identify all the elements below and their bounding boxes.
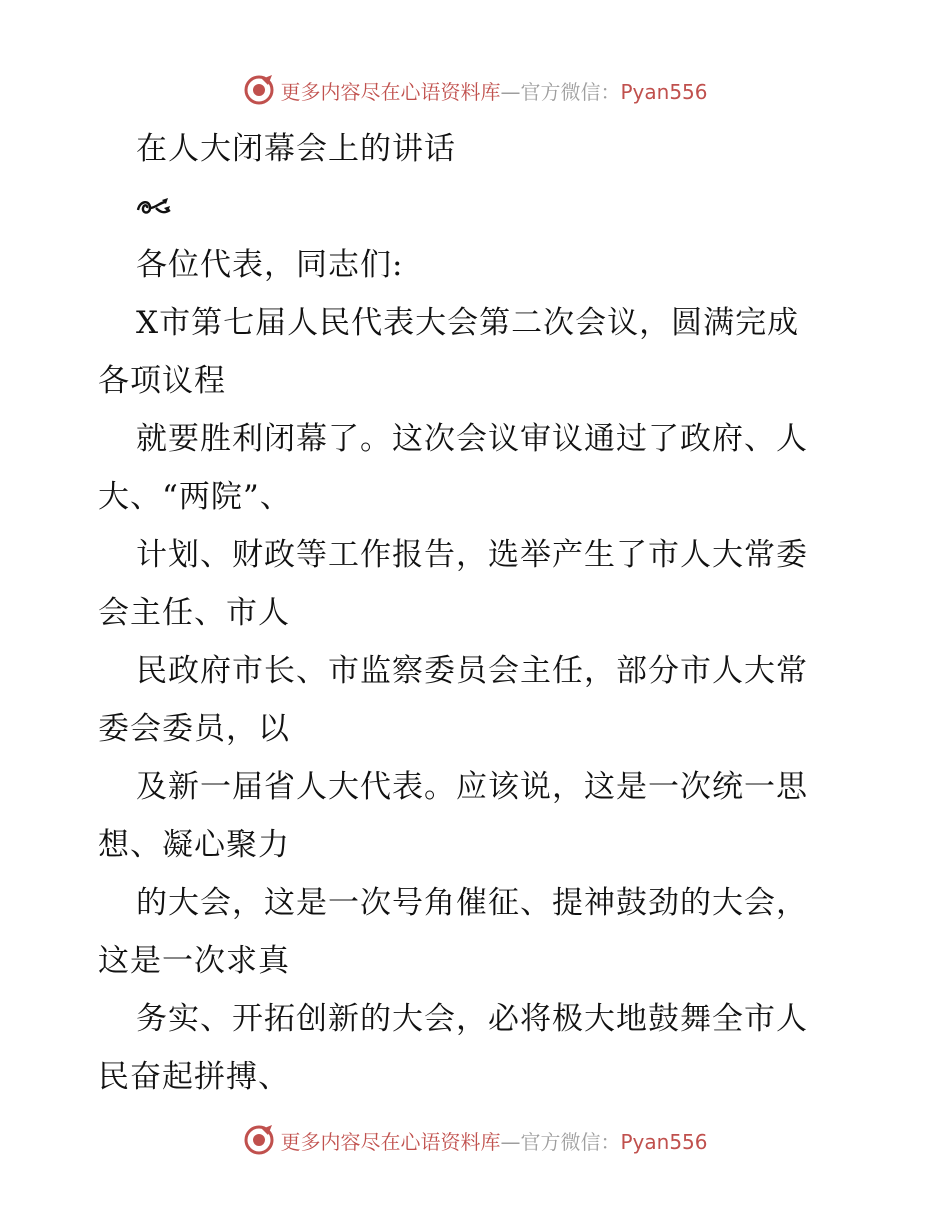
text-line: 各项议程: [98, 363, 226, 399]
text-line: 的大会，这是一次号角催征、提神鼓劲的大会，: [136, 885, 808, 921]
document-body: [98, 120, 858, 1106]
text-line: 想、凝心聚力: [98, 827, 290, 863]
text-line: 大、“两院”、: [98, 479, 292, 515]
banner-official: 官方微信：: [520, 1129, 621, 1154]
pen-logo-icon: [242, 73, 276, 107]
banner-account: Pyan556: [620, 79, 708, 104]
banner-lead: 更多内容尽在心语资料库: [280, 1129, 501, 1154]
text-line: 各位代表，同志们:: [136, 247, 404, 283]
fleuron-icon: [136, 196, 172, 220]
footer-banner: [0, 1120, 950, 1160]
text-line: 计划、财政等工作报告，选举产生了市人大常委: [136, 537, 808, 573]
text-line: 民奋起拼搏、: [98, 1059, 290, 1095]
text-line: X市第七届人民代表大会第二次会议，圆满完成: [136, 305, 800, 341]
banner-dash: —: [500, 79, 521, 104]
banner-text: [280, 1126, 707, 1155]
header-banner: [0, 70, 950, 110]
text-line: 就要胜利闭幕了。这次会议审议通过了政府、人: [136, 421, 808, 457]
text-line: 民政府市长、市监察委员会主任，部分市人大常: [136, 653, 808, 689]
text-line: 务实、开拓创新的大会，必将极大地鼓舞全市人: [136, 1001, 808, 1037]
banner-dash: —: [500, 1129, 521, 1154]
text-line: 这是一次求真: [98, 943, 290, 979]
document-title: 在人大闭幕会上的讲话: [136, 131, 456, 167]
banner-text: [280, 76, 707, 105]
banner-lead: 更多内容尽在心语资料库: [280, 79, 501, 104]
text-line: 会主任、市人: [98, 595, 290, 631]
ornament-row: [98, 178, 858, 236]
pen-logo-icon: [242, 1123, 276, 1157]
text-line: 及新一届省人大代表。应该说，这是一次统一思: [136, 769, 808, 805]
paragraph: [98, 236, 858, 1106]
text-line: 委会委员，以: [98, 711, 290, 747]
banner-official: 官方微信：: [520, 79, 621, 104]
banner-account: Pyan556: [620, 1129, 708, 1154]
